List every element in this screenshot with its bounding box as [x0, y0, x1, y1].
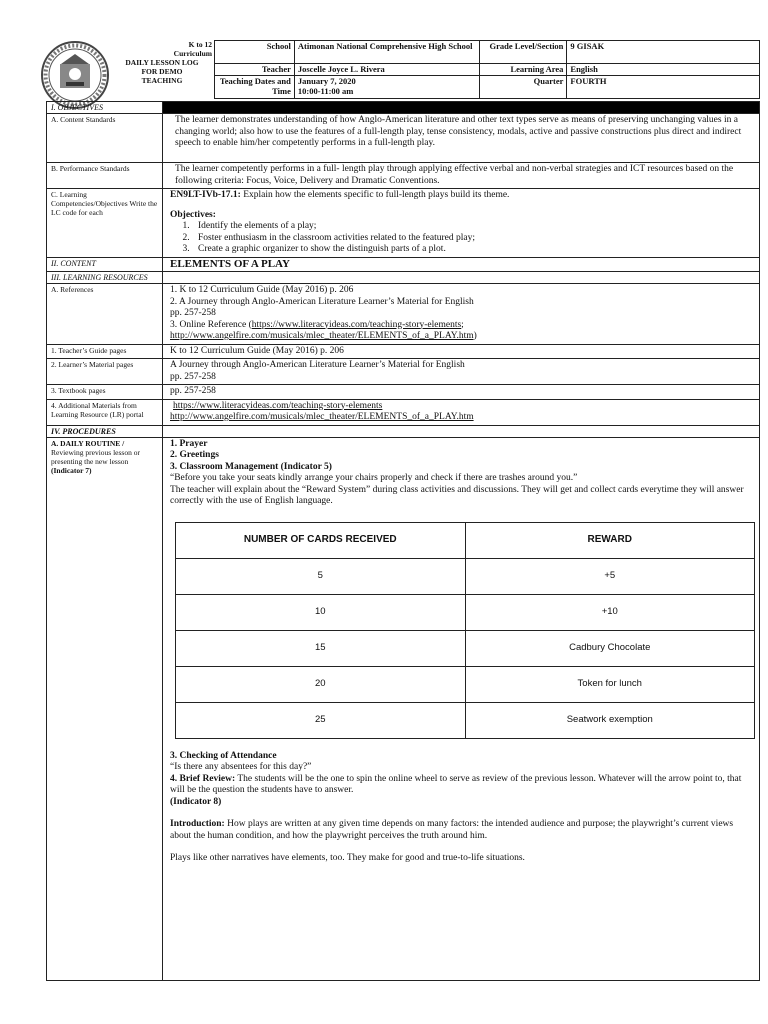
table-row: [176, 666, 755, 702]
reference-item: pp. 257-258: [170, 308, 216, 318]
learning-area-value: English: [567, 64, 760, 76]
step-prayer: 1. Prayer: [170, 438, 208, 449]
textbook-label: 3. Textbook pages: [47, 385, 163, 400]
quarter-label: Quarter: [479, 76, 567, 99]
step-classroom-management: 3. Classroom Management (Indicator 5): [170, 461, 332, 472]
date-line: January 7, 2020: [297, 76, 356, 86]
title-line: TEACHING: [141, 76, 183, 85]
deped-seal-logo: [40, 40, 110, 110]
lc-text: Explain how the elements specific to full-length plays build its theme.: [240, 190, 510, 200]
teacher-value: Joscelle Joyce L. Rivera: [294, 64, 479, 76]
reward-cell: +5: [465, 558, 755, 594]
reference-link[interactable]: https://www.literacyideas.com/teaching-story-elements: [251, 319, 462, 330]
learners-material-pages: pp. 257-258: [170, 371, 216, 382]
table-row: [176, 594, 755, 630]
reward-cell: Cadbury Chocolate: [465, 630, 755, 666]
brief-review-heading: 4. Brief Review:: [170, 773, 236, 784]
attendance-heading: 3. Checking of Attendance: [170, 750, 277, 761]
reward-cell: Seatwork exemption: [465, 702, 755, 738]
cards-cell: 25: [176, 702, 466, 738]
ref-prefix: 3. Online Reference (: [170, 319, 252, 330]
school-value: Atimonan National Comprehensive High School: [294, 41, 479, 64]
learners-material-value: A Journey through Anglo-American Literature Learner’s Material for English: [170, 360, 465, 370]
content-standards-label: A. Content Standards: [47, 114, 163, 163]
introduction-text: How plays are written at any given time depends on many factors: the intended audience and purpose; the playwright’s current views about the human condition, and how the playwright perceives the truth around him.: [170, 819, 734, 841]
classroom-quote: “Before you take your seats kindly arrange your chairs properly and check if there are trashes around you.”: [170, 473, 578, 483]
competencies-cell: [163, 189, 760, 258]
cards-cell: 20: [176, 666, 466, 702]
quarter-value: FOURTH: [567, 76, 760, 99]
references-label: A. References: [47, 284, 163, 345]
introduction-paragraph: [170, 819, 755, 842]
objectives-heading: I. OBJECTIVES: [47, 102, 163, 114]
document-title-block: [112, 40, 212, 100]
objective-item: 3. Create a graphic organizer to show the distinguish parts of a plot.: [192, 244, 755, 256]
reward-header-cards: NUMBER OF CARDS RECEIVED: [176, 522, 466, 558]
objectives-subheading: Objectives:: [170, 209, 216, 220]
title-line: K to 12: [188, 40, 212, 49]
learners-material-label: 2. Learner’s Material pages: [47, 359, 163, 385]
introduction-heading: Introduction:: [170, 819, 225, 829]
teachers-guide-label: 1. Teacher’s Guide pages: [47, 344, 163, 359]
reference-item: [170, 331, 755, 343]
table-row: [176, 630, 755, 666]
reward-header-reward: REWARD: [465, 522, 755, 558]
reward-system-text: The teacher will explain about the “Reward System” during class activities and discussions. They will get and collect cards everytime they will answer correctly with the use of English language.: [170, 484, 744, 506]
learning-resources-heading: III. LEARNING RESOURCES: [47, 272, 163, 284]
daily-routine-indicator: (Indicator 7): [51, 465, 92, 475]
step-greetings: 2. Greetings: [170, 450, 219, 460]
reward-cell: +10: [465, 594, 755, 630]
objectives-heading-fill: [163, 102, 760, 114]
additional-materials-cell: [163, 399, 760, 425]
objectives-list: [170, 221, 755, 256]
teacher-label: Teacher: [215, 64, 295, 76]
additional-materials-label: 4. Additional Materials from Learning Resource (LR) portal: [47, 399, 163, 425]
teachers-guide-value: K to 12 Curriculum Guide (May 2016) p. 206: [163, 344, 760, 359]
title-line: FOR DEMO: [141, 67, 183, 76]
textbook-value: pp. 257-258: [163, 385, 760, 400]
table-row: [176, 702, 755, 738]
indicator-8: (Indicator 8): [170, 796, 222, 807]
content-title: ELEMENTS OF A PLAY: [163, 257, 760, 272]
school-label: School: [215, 41, 295, 64]
cards-cell: 5: [176, 558, 466, 594]
teaching-dates-label: Teaching Dates and Time: [215, 76, 295, 99]
content-standards-text: The learner demonstrates understanding of how Anglo-American literature and other text types serve as means of preserving unchanging values in a changing world; also how to use the features of a full-length play, tense consistency, modals, active and passive constructions plus direct and indirect speech to enable him/her competently performs in a full-length play.: [163, 114, 760, 163]
objective-item: 1. Identify the elements of a play;: [192, 221, 755, 233]
reference-link[interactable]: http://www.angelfire.com/musicals/mlec_theater/ELEMENTS_of_a_PLAY.htm: [170, 331, 474, 341]
daily-routine-cell: [163, 437, 760, 980]
daily-routine-subheading: Reviewing previous lesson or presenting the new lesson: [51, 447, 140, 466]
daily-routine-label: [47, 437, 163, 980]
procedures-heading: IV. PROCEDURES: [47, 425, 163, 437]
title-line: DAILY LESSON LOG: [125, 58, 199, 67]
procedures-fill: [163, 425, 760, 437]
competencies-label: C. Learning Competencies/Objectives Write the LC code for each: [47, 189, 163, 258]
reference-item: [170, 320, 755, 332]
reward-cell: Token for lunch: [465, 666, 755, 702]
cards-cell: 15: [176, 630, 466, 666]
reference-item: 1. K to 12 Curriculum Guide (May 2016) p. 206: [170, 285, 354, 295]
reward-table: [175, 522, 755, 739]
brief-review-paragraph: [170, 774, 755, 797]
reference-item: 2. A Journey through Anglo-American Literature Learner’s Material for English: [170, 296, 474, 307]
learners-material-cell: [163, 359, 760, 385]
ref-separator: ;: [461, 319, 464, 330]
brief-review-text: The students will be the one to spin the online wheel to serve as review of the previous lesson. Whatever will the arrow point to, that will be the question the students have to answer.: [170, 773, 742, 795]
teaching-dates-value: [294, 76, 479, 99]
learning-resources-fill: [163, 272, 760, 284]
lesson-plan-table: [46, 101, 760, 981]
plays-paragraph: Plays like other narratives have elements, too. They make for good and true-to-life situations.: [170, 853, 525, 863]
performance-standards-text: The learner competently performs in a full- length play through applying effective verbal and non-verbal strategies and ICT resources based on the following criteria: Focus, Voice, Delivery and Dramatic Conventions.: [163, 163, 760, 189]
header-info-table: [214, 40, 760, 99]
learning-area-label: Learning Area: [479, 64, 567, 76]
performance-standards-label: B. Performance Standards: [47, 163, 163, 189]
grade-value: 9 GISAK: [567, 41, 760, 64]
content-heading: II. CONTENT: [47, 257, 163, 272]
additional-link[interactable]: https://www.literacyideas.com/teaching-story-elements: [173, 400, 383, 411]
daily-routine-heading: A. DAILY ROUTINE /: [51, 438, 125, 448]
lc-code: EN9LT-IVb-17.1:: [170, 190, 241, 200]
title-line: Curriculum: [173, 49, 212, 58]
objective-item: 2. Foster enthusiasm in the classroom activities related to the featured play;: [192, 233, 755, 245]
grade-label: Grade Level/Section: [479, 41, 567, 64]
cards-cell: 10: [176, 594, 466, 630]
references-cell: [163, 284, 760, 345]
ref-suffix: ): [473, 331, 477, 341]
table-row: [176, 558, 755, 594]
time-line: 10:00-11:00 am: [297, 86, 354, 96]
attendance-quote: “Is there any absentees for this day?”: [170, 762, 312, 772]
additional-link[interactable]: http://www.angelfire.com/musicals/mlec_theater/ELEMENTS_of_a_PLAY.htm: [170, 412, 474, 422]
